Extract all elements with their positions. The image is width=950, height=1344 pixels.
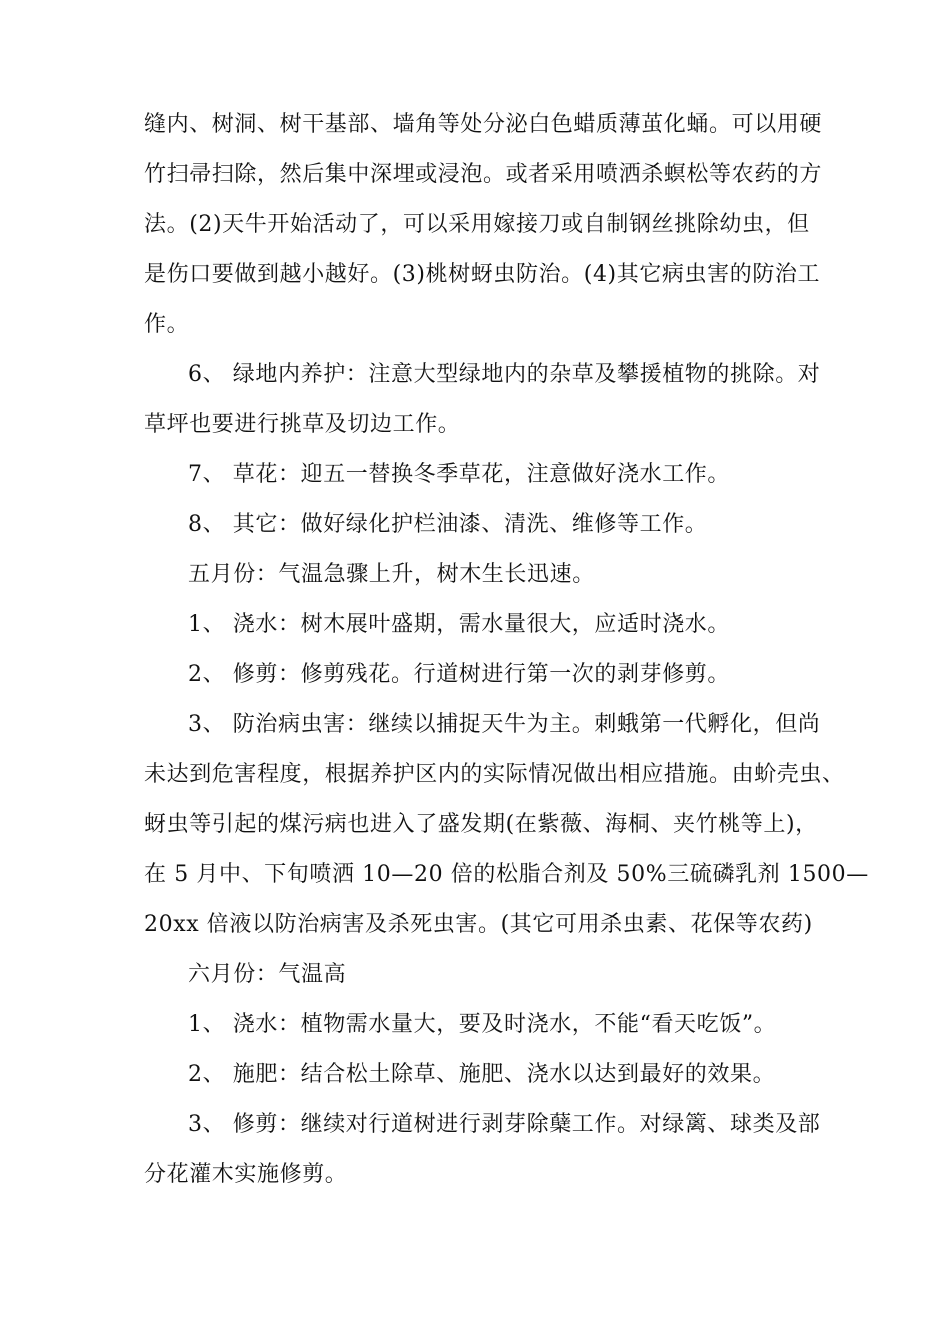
heading-june [144,950,820,1000]
text-line: 6、 绿地内养护：注意大型绿地内的杂草及攀援植物的挑除。对 [188,362,821,387]
text-line: 7、 草花：迎五一替换冬季草花，注意做好浇水工作。 [188,462,730,487]
text-line: 法。(2)天牛开始活动了，可以采用嫁接刀或自制钢丝挑除幼虫，但 [144,212,810,237]
paragraph-june-item-2 [144,1050,820,1100]
paragraph-may-item-1 [144,600,820,650]
text-line: 未达到危害程度，根据养护区内的实际情况做出相应措施。由蚧壳虫、 [144,762,845,787]
paragraph-pest-control-cont [144,100,823,350]
text-line: 分花灌木实施修剪。 [144,1162,348,1187]
paragraph-june-item-3 [144,1100,820,1200]
text-line: 1、 浇水：树木展叶盛期，需水量很大，应适时浇水。 [188,612,730,637]
body-text [144,100,869,1200]
paragraph-may-item-2 [144,650,820,700]
text-line: 20xx 倍液以防治病害及杀死虫害。(其它可用杀虫素、花保等农药) [144,912,813,937]
text-line: 3、 修剪：继续对行道树进行剥芽除蘖工作。对绿篱、球类及部 [188,1112,821,1137]
text-line: 五月份：气温急骤上升，树木生长迅速。 [188,562,595,587]
text-line: 8、 其它：做好绿化护栏油漆、清洗、维修等工作。 [188,512,708,537]
text-line: 六月份：气温高 [188,962,347,987]
text-line: 2、 修剪：修剪残花。行道树进行第一次的剥芽修剪。 [188,662,730,687]
text-line: 在 5 月中、下旬喷洒 10—20 倍的松脂合剂及 50%三硫磷乳剂 1500— [144,862,869,887]
text-line: 是伤口要做到越小越好。(3)桃树蚜虫防治。(4)其它病虫害的防治工 [144,262,821,287]
text-line: 2、 施肥：结合松土除草、施肥、浇水以达到最好的效果。 [188,1062,776,1087]
paragraph-june-item-1 [144,1000,820,1050]
text-line: 草坪也要进行挑草及切边工作。 [144,412,461,437]
text-line: 作。 [144,312,190,337]
paragraph-item-6 [144,350,820,450]
paragraph-item-8 [144,500,820,550]
heading-may [144,550,820,600]
text-line: 1、 浇水：植物需水量大，要及时浇水，不能“看天吃饭”。 [188,1012,777,1037]
text-line: 缝内、树洞、树干基部、墙角等处分泌白色蜡质薄茧化蛹。可以用硬 [144,112,823,137]
text-line: 3、 防治病虫害：继续以捕捉天牛为主。刺蛾第一代孵化，但尚 [188,712,821,737]
text-line: 竹扫帚扫除，然后集中深埋或浸泡。或者采用喷洒杀螟松等农药的方 [144,162,823,187]
paragraph-may-item-3 [144,700,869,950]
paragraph-item-7 [144,450,820,500]
text-line: 蚜虫等引起的煤污病也进入了盛发期(在紫薇、海桐、夹竹桃等上)， [144,812,818,837]
